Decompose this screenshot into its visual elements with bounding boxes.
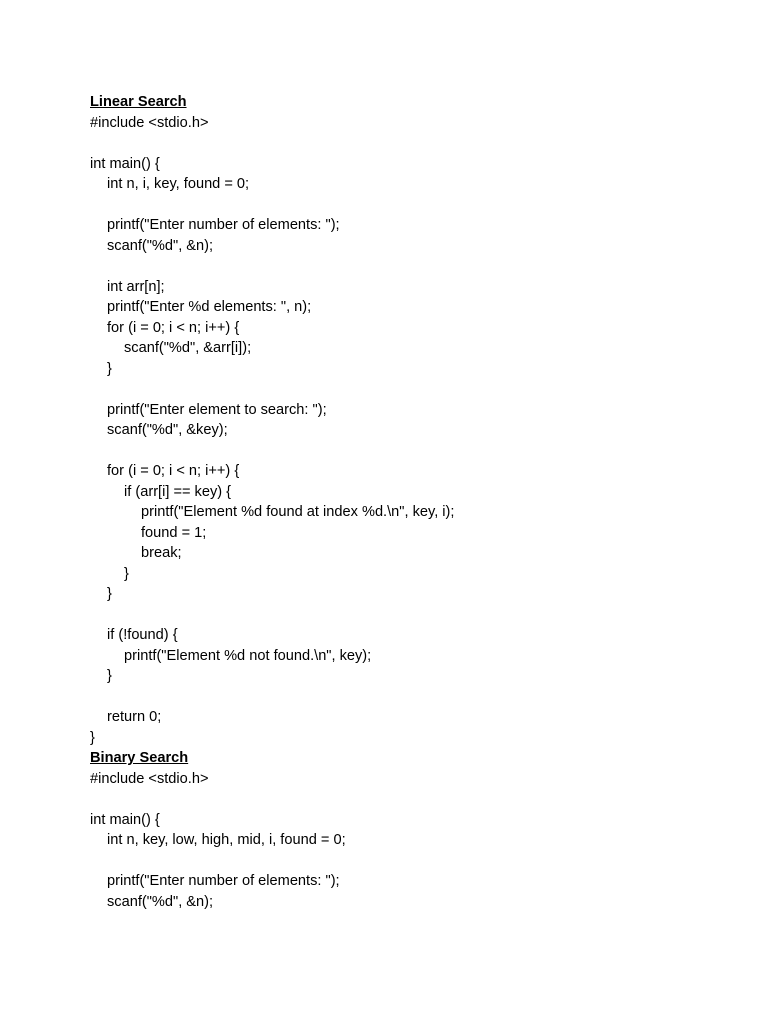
blank-line <box>90 133 730 154</box>
code-line: printf("Enter %d elements: ", n); <box>107 299 312 315</box>
code-line: } <box>107 586 112 602</box>
code-line: printf("Element %d not found.\n", key); <box>124 647 372 664</box>
blank-line <box>90 379 730 400</box>
code-line: } <box>107 360 112 377</box>
code-line: scanf("%d", &n); <box>107 893 214 910</box>
code-line: int n, key, low, high, mid, i, found = 0; <box>107 832 346 848</box>
blank-line <box>90 851 730 872</box>
code-line: int main() { <box>90 811 160 828</box>
code-line: int arr[n]; <box>107 278 165 295</box>
code-line: printf("Enter element to search: "); <box>107 401 327 418</box>
code-line: found = 1; <box>141 524 207 541</box>
code-line: int n, i, key, found = 0; <box>107 176 250 192</box>
section-heading-binary-search: Binary Search <box>90 750 189 766</box>
blank-line <box>90 687 730 708</box>
document-content <box>90 92 730 912</box>
code-line: printf("Element %d found at index %d.\n", key, i); <box>141 504 455 520</box>
code-line: } <box>90 729 95 746</box>
blank-line <box>90 256 730 277</box>
code-line: printf("Enter number of elements: "); <box>107 873 340 889</box>
blank-line <box>90 441 730 462</box>
code-line: for (i = 0; i < n; i++) { <box>107 319 240 336</box>
blank-line <box>90 605 730 626</box>
code-line: int main() { <box>90 155 160 172</box>
code-line: scanf("%d", &key); <box>107 422 228 438</box>
code-line: scanf("%d", &arr[i]); <box>124 340 252 356</box>
code-line: #include <stdio.h> <box>90 770 209 787</box>
code-line: if (!found) { <box>107 627 178 643</box>
blank-line <box>90 195 730 216</box>
code-line: break; <box>141 545 182 561</box>
code-line: #include <stdio.h> <box>90 114 209 131</box>
section-heading-linear-search: Linear Search <box>90 94 187 110</box>
code-line: for (i = 0; i < n; i++) { <box>107 463 240 479</box>
blank-line <box>90 789 730 810</box>
code-line: } <box>107 668 112 684</box>
code-line: } <box>124 565 129 582</box>
code-line: printf("Enter number of elements: "); <box>107 217 340 233</box>
code-line: scanf("%d", &n); <box>107 237 214 254</box>
code-line: if (arr[i] == key) { <box>124 483 232 500</box>
code-line: return 0; <box>107 709 162 725</box>
